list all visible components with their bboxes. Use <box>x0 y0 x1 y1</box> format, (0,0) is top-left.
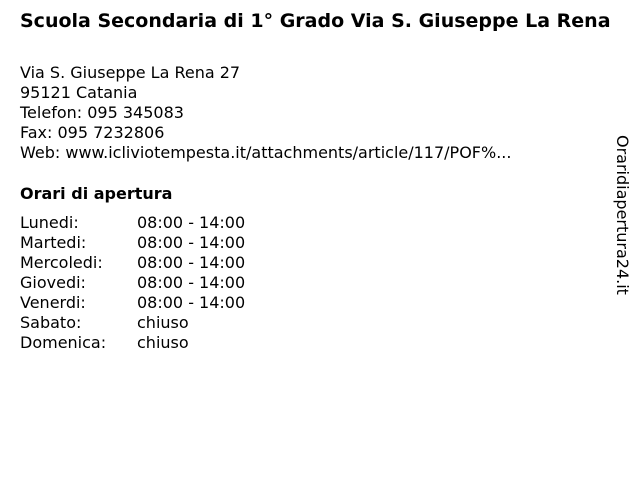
address-block <box>20 63 511 163</box>
phone-number: Telefon: 095 345083 <box>20 103 184 122</box>
hours-value: 08:00 - 14:00 <box>137 233 246 252</box>
day-label: Martedi: <box>20 233 87 252</box>
city-postal-code: 95121 Catania <box>20 83 138 102</box>
hours-value: 08:00 - 14:00 <box>137 253 246 272</box>
hours-value: 08:00 - 14:00 <box>137 293 246 312</box>
street-address: Via S. Giuseppe La Rena 27 <box>20 63 241 82</box>
day-label: Giovedi: <box>20 273 86 292</box>
site-watermark <box>612 135 632 310</box>
page-title: Scuola Secondaria di 1° Grado Via S. Giuseppe La Rena <box>20 10 611 32</box>
website-link[interactable]: Web: www.icliviotempesta.it/attachments/article/117/POF%... <box>20 143 512 162</box>
fax-number: Fax: 095 7232806 <box>20 123 165 142</box>
day-label: Domenica: <box>20 333 107 352</box>
watermark-text: Oraridiapertura24.it <box>613 135 632 295</box>
hours-value: chiuso <box>137 313 189 332</box>
day-label: Sabato: <box>20 313 82 332</box>
day-label: Venerdi: <box>20 293 86 312</box>
hours-value: chiuso <box>137 333 189 352</box>
hours-value: 08:00 - 14:00 <box>137 213 246 232</box>
day-label: Mercoledi: <box>20 253 103 272</box>
day-label: Lunedi: <box>20 213 79 232</box>
hours-value: 08:00 - 14:00 <box>137 273 246 292</box>
opening-hours-heading: Orari di apertura <box>20 184 173 203</box>
